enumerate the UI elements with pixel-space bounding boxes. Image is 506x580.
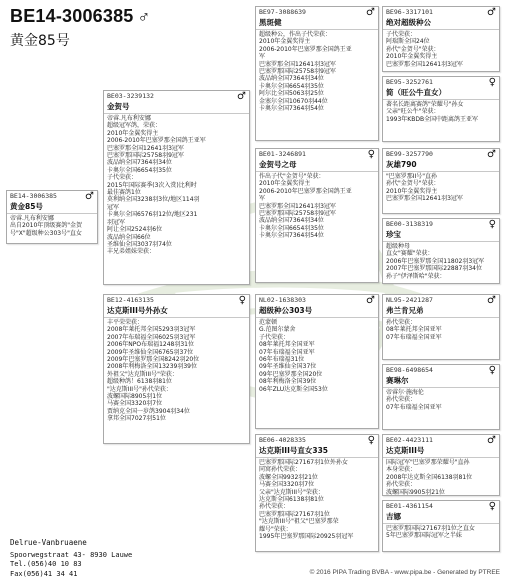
female-icon: ♀ — [488, 77, 496, 88]
ring-number: BE12-4163135 — [107, 296, 154, 304]
female-icon: ♀ — [488, 501, 496, 512]
pigeon-notes: "巴塞罗那II号"直孙 孙代"金贺号"荣获： 2010年金翼奖得主 巴塞罗那全国12641羽3冠军 — [386, 173, 463, 203]
male-icon: ♂ — [487, 7, 496, 18]
pigeon-notes: 作出子代"金贺号"荣获： 2010年金翼奖得主 2006-2010年巴塞罗那全国鸽王亚 军 巴塞罗那全国12641羽3冠军 巴塞罗那国际25758羽9冠军 波品纳全国7364羽34位 卡奥尔全国6654羽35位 卡奥尔全国7364羽54位 — [259, 173, 352, 240]
pigeon-notes: 超级种母 直女"赛耀"荣获： 2006年巴塞罗那全国11802羽3冠军 2007年巴塞罗那国际22887羽34位 孙子"伊泽斯哈"荣获： — [386, 243, 485, 280]
sdd-card[interactable] — [382, 218, 500, 284]
ring-number: BE97-3088639 — [259, 8, 306, 16]
male-icon: ♂ — [487, 295, 496, 306]
pigeon-name: 达克斯III号直女335 — [256, 444, 378, 458]
pigeon-notes: 孙代荣获： 08年莱托邦全国亚军 07年布瑞福全国亚军 — [386, 319, 442, 341]
ring-number: BE03-3239132 — [107, 92, 154, 100]
male-icon: ♂ — [366, 7, 375, 18]
pigeon-name: 灰雄790 — [383, 158, 499, 172]
pigeon-name: 黄金85号 — [7, 200, 97, 214]
ring-number: BE01-3246891 — [259, 150, 306, 158]
pigeon-name: 金贺号 — [104, 100, 249, 114]
male-icon: ♂ — [85, 191, 94, 202]
sire-sire-card[interactable] — [255, 6, 379, 141]
breeder-address: Spoorwegstraat 43- 8930 Lauwe — [10, 550, 133, 559]
pigeon-name: 超级种公303号 — [256, 304, 378, 318]
sss-card[interactable] — [382, 6, 500, 72]
ssd-card[interactable] — [382, 76, 500, 142]
pigeon-notes: 国际冠军"巴塞罗那荣耀号"直孙 本身荣获： 2008年达克斯全国6138羽81位 孙代荣获： 波螺国际9905羽21位 — [386, 459, 473, 496]
pedigree-title — [10, 6, 150, 27]
pigeon-notes: 超级种公，作出子代荣获： 2010年金翼奖得主 2006-2010年巴塞罗那全国鸽王亚 军 巴塞罗那全国12641羽3冠军 巴塞罗那国际25758羽9冠军 波品纳全国7364羽34位 卡奥尔全国6654羽35位 阿尔比全国5063羽25位 金塞尔全国10670羽44位 卡奥尔全国7364羽54位 — [259, 31, 352, 113]
female-icon: ♀ — [367, 149, 375, 160]
pigeon-name: 赛琳尔 — [383, 374, 499, 388]
pigeon-notes: 帝睿.凡布利安娜 超级冠军鸽，荣获： 2010年金翼奖得主 2006-2010年巴塞罗那全国鸽王亚军 巴塞罗那全国12641羽3冠军 巴塞罗那国际25758羽9冠军 波品纳全国7364羽34位 卡奥尔全国6654羽35位 子代荣获： 2015年国际赛季(3次入赏)比利时 最佳赛鸽1位 莫利纳全国3238羽3位/地区114羽 冠军 卡奥尔全国6576羽12位/地区231 羽冠军 阿让全国2524羽6位 波品纳全国66位 圣维仙全国3037羽74位 丰兄弟姐妹荣获： — [107, 115, 206, 256]
female-icon: ♀ — [488, 365, 496, 376]
ring-number: NL02-1638303 — [259, 296, 306, 304]
male-icon: ♂ — [487, 435, 496, 446]
sire-dam-card[interactable] — [255, 148, 379, 283]
pigeon-name: 达克斯III号外孙女 — [104, 304, 249, 318]
breeder-fax: Fax(056)41 34 41 — [10, 569, 78, 578]
ring-number: NL95-2421287 — [386, 296, 433, 304]
pigeon-name: 吉娜 — [383, 510, 499, 524]
ring-number: BE14-3006385 — [10, 192, 57, 200]
pigeon-notes: 著名长距离赛鸽"荣耀号"孙女 父亲"旺公牛"荣获： 1993年KBDB全国中距离鸽王亚军 — [386, 101, 479, 123]
pigeon-notes: 帝睿尔·施海伦 孙代荣获： 07年布瑞福全国亚军 — [386, 389, 442, 411]
pigeon-name: 黑斑健 — [256, 16, 378, 30]
ring-number: BE02-4423111 — [386, 436, 433, 444]
dsd-card[interactable] — [382, 364, 500, 430]
male-icon: ♂ — [237, 91, 246, 102]
female-icon: ♀ — [238, 295, 246, 306]
male-icon: ♂ — [487, 149, 496, 160]
female-icon: ♀ — [488, 219, 496, 230]
ring-number: BE06-4028335 — [259, 436, 306, 444]
pigeon-notes: 巴塞罗那国际27167羽1位外孙女 同窝孙代荣获： 波螺全国9932羽21位 马赛全国3320羽7位 父亲"达克斯III号"荣获： 达克斯全国6138羽81位 孙代荣获： 巴塞罗那国际27167羽1位 "达克斯III号"祖父"巴塞罗那荣 耀号"荣获： 1995年巴塞罗那国际20925羽冠军 — [259, 459, 354, 541]
sds-card[interactable] — [382, 148, 500, 214]
pigeon-name: 绝对超级种公 — [383, 16, 499, 30]
pigeon-notes: 巴塞罗那国际27167羽1位之直女 5年巴塞罗那国际冠军之半妹 — [386, 525, 475, 540]
breeder-contact — [10, 538, 132, 579]
ring-number: BE99-3257790 — [386, 150, 433, 158]
copyright-notice: © 2016 PIPA Trading BVBA - www.pipa.be - Generated by PTREE — [309, 569, 500, 576]
breeder-name: Delrue-Vanbruaene — [10, 538, 87, 547]
dam-dam-card[interactable] — [255, 434, 379, 552]
dam-sire-card[interactable] — [255, 294, 379, 429]
pigeon-name: 金贺号之母 — [256, 158, 378, 172]
pigeon-name: 达克斯III号 — [383, 444, 499, 458]
pigeon-notes: 帝睿.凡布利安娜 出自2010年顶级赛鸽"金贺 号"X"超级种公303号"直女 — [10, 215, 83, 237]
ddd-card[interactable] — [382, 500, 500, 552]
dds-card[interactable] — [382, 434, 500, 496]
male-symbol-icon: ♂ — [137, 7, 151, 26]
breeder-tel: Tel.(056)40 10 83 — [10, 560, 82, 568]
sire-card[interactable] — [103, 90, 250, 285]
pigeon-name: 弗兰肯兄弟 — [383, 304, 499, 318]
ring-number: BE01-4361154 — [386, 502, 433, 510]
pigeon-name: 简（旺公牛直女） — [383, 86, 499, 100]
dam-card[interactable] — [103, 294, 250, 444]
pigeon-notes: 丰平荣荣获： 2008年莱托邦全国5293羽3冠军 2007年布瑞福全国6025羽3冠军 2006年NPO布瑞福1248羽31位 2009年圣维仙全国6765羽37位 2009年巴塞罗那全国8242羽20位 2008年利梅洛全国13239羽39位 外祖父"达克斯III号"荣获： 超级种鸽！6138羽81位 "达克斯III号"孙代荣获： 波螺国际8905羽1位 马赛全国3320羽7位 贾纳克全国一岁鸽3904羽34位 拿邦全国7027羽51位 — [107, 319, 200, 423]
subject-pigeon-card[interactable] — [6, 190, 98, 244]
ring-number: BE95-3252761 — [386, 78, 433, 86]
male-icon: ♂ — [366, 295, 375, 306]
ring-number: BE98-6498654 — [386, 366, 433, 374]
dss-card[interactable] — [382, 294, 500, 360]
ring-number: BE96-3317101 — [386, 8, 433, 16]
pedigree-subtitle: 黄金85号 — [10, 33, 70, 49]
ring-number: BE00-3138319 — [386, 220, 433, 228]
pigeon-notes: 范蒙顿 G.范图尔蒙舍 子代荣获： 08年莱托邦全国亚军 07年布瑞福全国亚军 06年布瑞福31位 09年圣维仙全国37位 09年巴塞罗那全国20位 08年利梅洛全国39位 06年ZLU达克斯全国53位 — [259, 319, 328, 393]
pigeon-name: 珍宝 — [383, 228, 499, 242]
pedigree-header — [10, 6, 150, 50]
title-ring-number: BE14-3006385 — [10, 6, 134, 26]
female-icon: ♀ — [367, 435, 375, 446]
pigeon-notes: 子代荣获： 阿瑞斯全国24位 孙代"金贺号"荣获： 2010年金翼奖得主 巴塞罗那全国12641羽3冠军 — [386, 31, 463, 68]
